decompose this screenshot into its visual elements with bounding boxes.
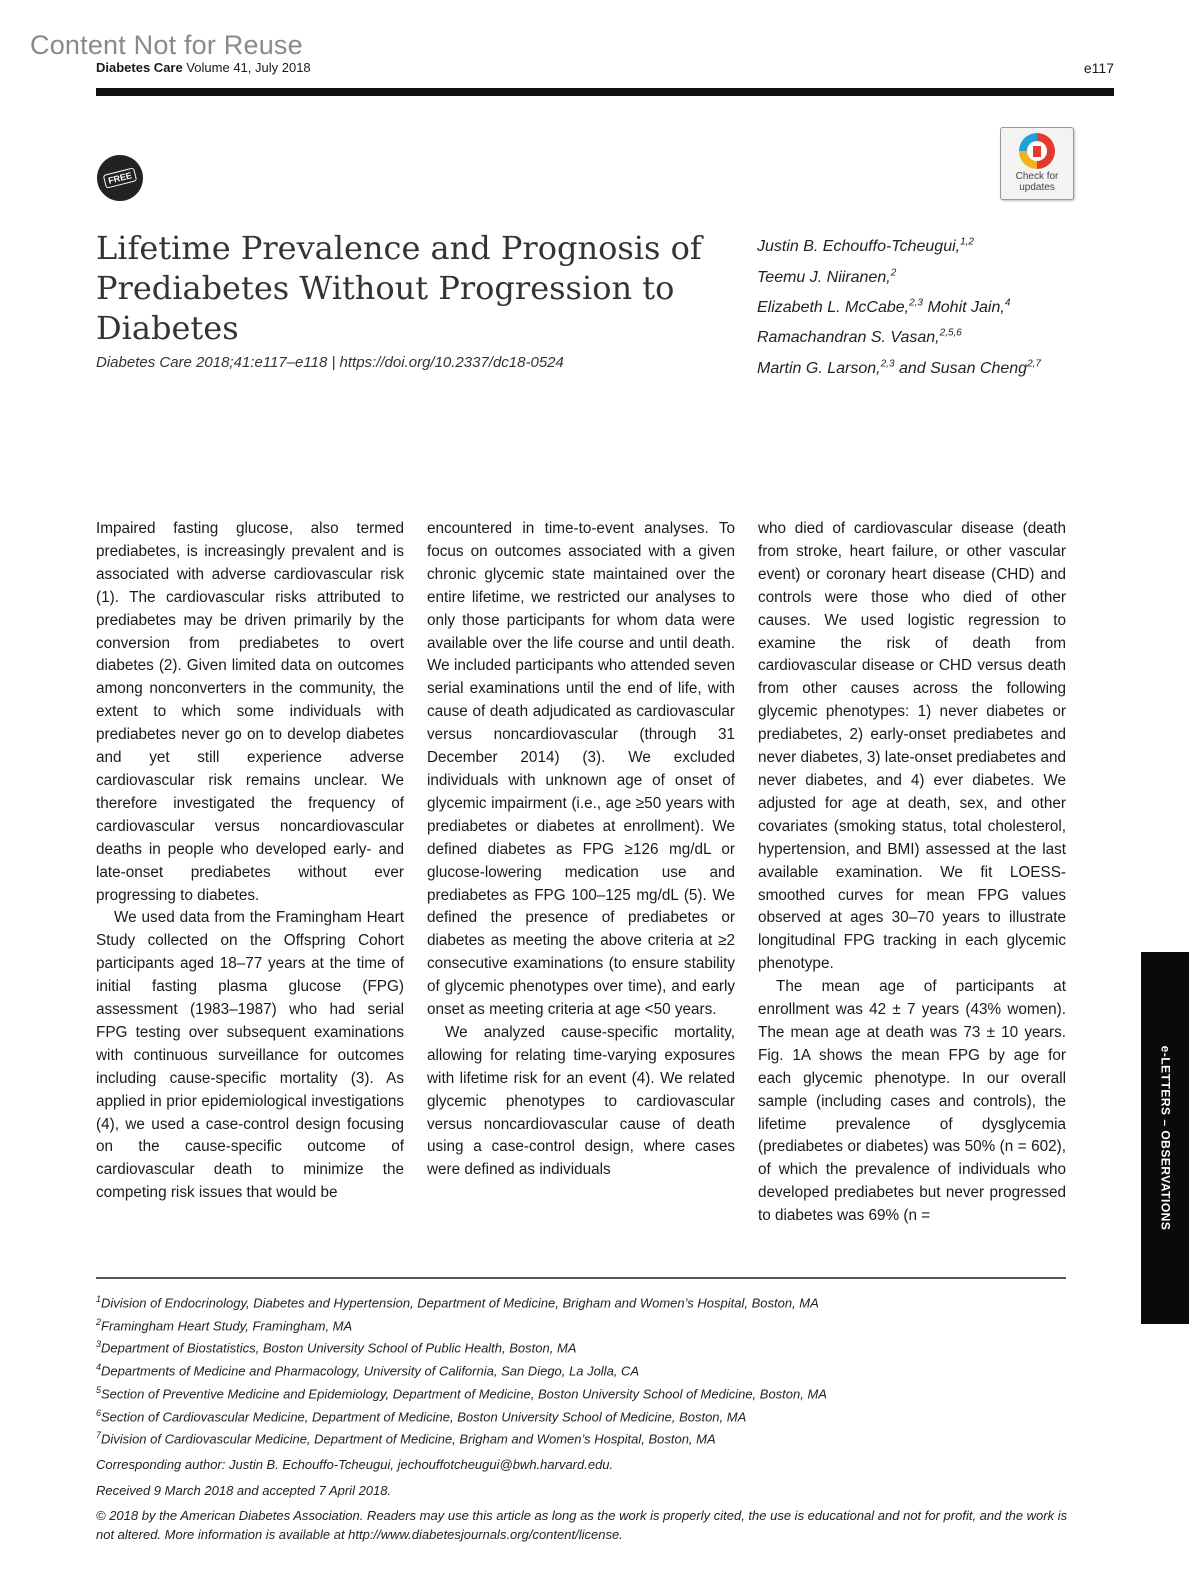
paragraph: We analyzed cause-specific mortality, allowing for relating time-varying exposures with lifetime risk for an event (4). We related glycemic phenotypes to cardiovascular versus noncardiovascular cause of death using a case-control design, where cases were defined as individuals	[427, 1023, 735, 1179]
author-list	[757, 230, 1107, 382]
footnote-rule	[96, 1277, 1066, 1279]
paragraph: Impaired fasting glucose, also termed prediabetes, is increasingly prevalent and is associated with adverse cardiovascular risk (1). The cardiovascular risks attributed to prediabetes may be driven primarily by the conversion from prediabetes to overt diabetes (2). Given limited data on outcomes among nonconverters in the community, the extent to which some individuals with prediabetes never go on to develop diabetes and yet still experience adverse cardiovascular risk remains unclear. We therefore investigated the frequency of cardiovascular versus noncardiovascular deaths in people who developed early- and late-onset prediabetes without ever progressing to diabetes.	[96, 520, 404, 904]
affiliation: $^4$Departments of Medicine and Pharmacology, University of California, San Diego, La Jolla, CA	[96, 1362, 640, 1379]
author: Justin B. Echouffo-Tcheugui,$^{1,2}$	[757, 237, 974, 256]
body-column-1	[96, 518, 404, 1205]
article-citation[interactable]: Diabetes Care 2018;41:e117–e118 | https://doi.org/10.2337/dc18-0524	[96, 354, 564, 371]
body-column-3	[758, 518, 1066, 1228]
author: Martin G. Larson,$^{2,3}$	[757, 358, 895, 377]
affiliation: $^1$Division of Endocrinology, Diabetes and Hypertension, Department of Medicine, Brigham and Women’s Hospital, Boston, MA	[96, 1294, 819, 1311]
author: and Susan Cheng$^{2,7}$	[898, 358, 1041, 377]
affiliation: $^6$Section of Cardiovascular Medicine, Department of Medicine, Boston University School of Medicine, Boston, MA	[96, 1407, 747, 1424]
paragraph: who died of cardiovascular disease (death from stroke, heart failure, or other vascular event) or coronary heart disease (CHD) and controls were those who died of other causes. We used logistic regression to examine the risk of death from cardiovascular disease or CHD versus death from other causes across the following glycemic phenotypes: 1) never diabetes or prediabetes, 2) early-onset prediabetes and never diabetes, 3) late-onset prediabetes and never diabetes, and 4) ever diabetes. We adjusted for age at death, sex, and other covariates (smoking status, total cholesterol, hypertension, and BMI) assessed at the last available examination. We fit LOESS-smoothed curves for mean FPG values observed at ages 30–70 years to illustrate longitudinal FPG tracking in each glycemic phenotype.	[758, 520, 1066, 973]
author: Ramachandran S. Vasan,$^{2,5,6}$	[757, 327, 962, 347]
author: Teemu J. Niiranen,$^2$	[757, 267, 897, 286]
section-side-tab	[1141, 952, 1189, 1324]
copyright-notice: © 2018 by the American Diabetes Association. Readers may use this article as long as the work is properly cited, the use is educational and not for profit, and the work is not altered. More information is available at http://www.diabetesjournals.org/content/license.	[96, 1507, 1068, 1543]
paragraph: The mean age of participants at enrollment was 42 ± 7 years (43% women). The mean age at death was 73 ± 10 years. Fig. 1A shows the mean FPG by age for each glycemic phenotype. In our overall sample (including cases and controls), the lifetime prevalence of dysglycemia (prediabetes or diabetes) was 50% (n = 602), of which the prevalence of individuals who developed prediabetes but never progressed to diabetes was 69% (n =	[758, 978, 1066, 1225]
watermark: Content Not for Reuse	[30, 30, 303, 60]
author: Mohit Jain,$^4$	[927, 297, 1011, 316]
running-header	[96, 60, 311, 75]
corresponding-author: Corresponding author: Justin B. Echouffo-Tcheugui, jechouffotcheugui@bwh.harvard.edu.	[96, 1457, 614, 1473]
affiliation: $^2$Framingham Heart Study, Framingham, MA	[96, 1316, 353, 1334]
affiliation: $^7$Division of Cardiovascular Medicine, Department of Medicine, Brigham and Women’s Hospital, Boston, MA	[96, 1430, 716, 1447]
page-number: e117	[1083, 60, 1114, 76]
journal-name: Diabetes Care	[96, 60, 183, 75]
check-updates-label: Check for updates	[1015, 171, 1059, 193]
received-dates: Received 9 March 2018 and accepted 7 April 2018.	[96, 1482, 392, 1498]
article-title: Lifetime Prevalence and Prognosis of Prediabetes Without Progression to Diabetes	[96, 229, 702, 347]
free-label: FREE	[103, 167, 137, 188]
crossmark-icon	[1019, 133, 1055, 169]
section-tab-label: e-LETTERS – OBSERVATIONS	[1158, 1045, 1173, 1231]
free-access-icon	[92, 150, 148, 206]
affiliation: $^5$Section of Preventive Medicine and Epidemiology, Department of Medicine, Boston University School of Medicine, Boston, MA	[96, 1384, 827, 1402]
journal-issue: Volume 41, July 2018	[186, 60, 311, 75]
footnotes	[96, 1290, 1076, 1545]
paragraph: encountered in time-to-event analyses. To focus on outcomes associated with a given chronic glycemic state maintained over the entire lifetime, we restricted our analyses to only those participants for whom data were available over the life course and until death. We included participants who attended seven serial examinations until the end of life, with cause of death adjudicated as cardiovascular versus noncardiovascular (through 31 December 2014) (3). We excluded individuals with unknown age of onset of glycemic impairment (i.e., age ≥50 years with prediabetes or diabetes at enrollment). We defined diabetes as FPG ≥126 mg/dL or glucose-lowering medication use and prediabetes as FPG 100–125 mg/dL (5). We defined the presence of prediabetes or diabetes as meeting the above criteria at ≥2 consecutive examinations (to ensure stability of glycemic phenotypes over time), and early onset as meeting criteria at age <50 years.	[427, 520, 735, 1019]
paragraph: We used data from the Framingham Heart Study collected on the Offspring Cohort participants aged 18–77 years at the time of initial fasting plasma glucose (FPG) assessment (1983–1987) who had serial FPG testing over subsequent examinations with continuous surveillance for outcomes including cause-specific mortality (3). As applied in prior epidemiological investigations (4), we used a case-control design focusing on the cause-specific outcome of cardiovascular death to minimize the competing risk issues that would be	[96, 909, 404, 1202]
author: Elizabeth L. McCabe,$^{2,3}$	[757, 297, 923, 316]
header-rule	[96, 88, 1114, 96]
affiliation: $^3$Department of Biostatistics, Boston University School of Public Health, Boston, MA	[96, 1339, 577, 1356]
check-for-updates-button[interactable]	[1000, 127, 1074, 200]
body-column-2	[427, 518, 735, 1182]
